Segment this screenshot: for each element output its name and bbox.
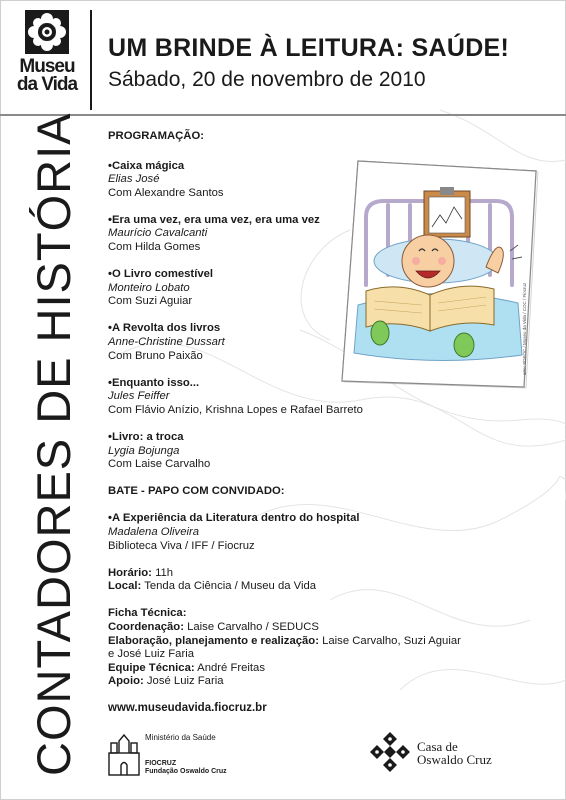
coord-label: Coordenação:	[108, 620, 184, 633]
museu-da-vida-logo	[12, 10, 82, 94]
place-label: Local:	[108, 580, 142, 593]
event-date: Sábado, 20 de novembro de 2010	[108, 68, 426, 91]
team-label: Equipe Técnica:	[108, 661, 195, 674]
program-item-host: Com Suzi Aguiar	[108, 295, 193, 308]
program-item	[108, 160, 548, 201]
prod-value-2: e José Luiz Faria	[108, 648, 195, 661]
program-item-title: •Caixa mágica	[108, 159, 185, 172]
program-item	[108, 268, 548, 309]
place-value: Tenda da Ciência / Museu da Vida	[144, 580, 317, 593]
chat-author: Madalena Oliveira	[108, 525, 200, 538]
schedule	[108, 567, 548, 594]
side-title: CONTADORES DE HISTÓRIA	[27, 112, 80, 776]
chat-title: •A Experiência da Literatura dentro do hospital	[108, 512, 360, 525]
program-item-host: Com Bruno Paixão	[108, 349, 203, 362]
page-title: UM BRINDE À LEITURA: SAÚDE!	[108, 34, 510, 62]
program-item-author: Monteiro Lobato	[108, 281, 190, 294]
chat-item	[108, 512, 548, 553]
illustration-credit: arte: SDPOC / Museu da Vida / COC / Fiocruz	[522, 282, 527, 375]
divider-horizontal	[0, 114, 566, 116]
logo-line-1: Museu	[19, 56, 75, 77]
program-item-title: •O Livro comestível	[108, 268, 214, 281]
program-item-author: Elias José	[108, 173, 160, 186]
program-item	[108, 431, 548, 472]
coord-value: Laise Carvalho / SEDUCS	[187, 620, 319, 633]
prod-label: Elaboração, planejamento e realização:	[108, 634, 319, 647]
support-label: Apoio:	[108, 675, 144, 688]
fundacao-label: Fundação Oswaldo Cruz	[145, 768, 227, 775]
program-heading: PROGRAMAÇÃO:	[108, 130, 205, 142]
chat-heading: BATE - PAPO COM CONVIDADO:	[108, 485, 285, 498]
time-label: Horário:	[108, 566, 152, 579]
divider-vertical-top	[90, 10, 92, 110]
program-content	[108, 130, 548, 716]
time-value: 11h	[155, 566, 174, 579]
program-item-title: •Enquanto isso...	[108, 376, 200, 389]
program-item-host: Com Alexandre Santos	[108, 186, 224, 199]
ministerio-label: Ministério da Saúde	[145, 733, 216, 742]
program-item	[108, 377, 548, 418]
fiocruz-label: FIOCRUZ	[145, 760, 177, 767]
support-value: José Luiz Faria	[146, 675, 224, 688]
program-item-host: Com Flávio Anízio, Krishna Lopes e Rafael Barreto	[108, 403, 363, 416]
program-item-title: •Era uma vez, era uma vez, era uma vez	[108, 213, 320, 226]
program-item-author: Lygia Bojunga	[108, 444, 180, 457]
casa-oswaldo-cruz-logo	[370, 732, 540, 776]
program-item-author: Jules Feiffer	[108, 390, 170, 403]
credits	[108, 607, 548, 689]
casa-oswaldo-cruz-label	[417, 740, 492, 766]
prod-value: Laise Carvalho, Suzi Aguiar	[322, 634, 461, 647]
team-value: André Freitas	[197, 661, 265, 674]
program-item-title: •A Revolta dos livros	[108, 322, 221, 335]
casa-line-2: Oswaldo Cruz	[417, 752, 492, 767]
program-item-host: Com Hilda Gomes	[108, 241, 201, 254]
program-item-author: Anne-Christine Dussart	[108, 336, 225, 349]
cross-emblem-icon	[370, 732, 410, 772]
program-item-title: •Livro: a troca	[108, 431, 184, 443]
casa-line-1: Casa de	[417, 739, 458, 754]
logo-line-2: da Vida	[16, 74, 78, 95]
flower-logo-icon	[25, 10, 69, 54]
program-item	[108, 322, 548, 363]
castle-icon	[107, 733, 141, 777]
chat-org: Biblioteca Viva / IFF / Fiocruz	[108, 539, 255, 552]
program-item	[108, 214, 548, 255]
fiocruz-logo	[107, 733, 267, 777]
program-item-author: Maurício Cavalcanti	[108, 227, 208, 240]
website-link[interactable]: www.museudavida.fiocruz.br	[108, 702, 267, 715]
credits-heading: Ficha Técnica:	[108, 607, 187, 620]
program-item-host: Com Laise Carvalho	[108, 458, 211, 471]
